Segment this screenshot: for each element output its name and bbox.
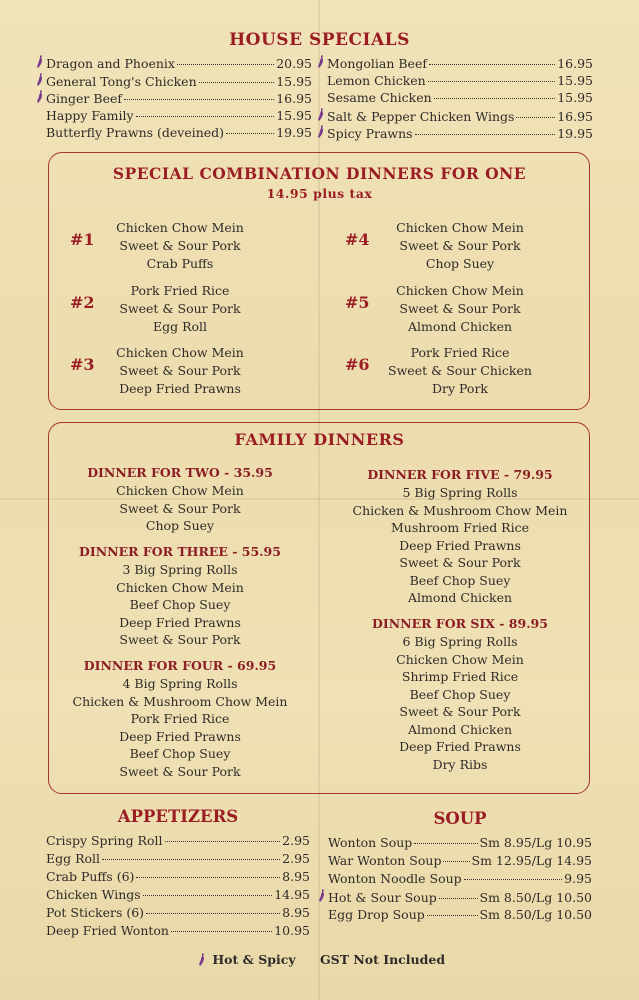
leader-dots xyxy=(414,843,477,844)
combination-dish: Chicken Chow Mein xyxy=(116,220,244,235)
combination-dish: Sweet & Sour Pork xyxy=(399,301,521,316)
family-dinner-dish: Sweet & Sour Pork xyxy=(119,632,241,647)
family-dinner-heading: DINNER FOR FOUR - 69.95 xyxy=(83,658,277,673)
item-name: Salt & Pepper Chicken Wings xyxy=(327,108,515,124)
item-price: 14.95 xyxy=(274,887,310,902)
soup-item xyxy=(318,907,592,924)
combination-items xyxy=(90,219,270,273)
family-dinner-dish: Chicken Chow Mein xyxy=(116,483,244,498)
leader-dots xyxy=(136,116,275,117)
item-name: Ginger Beef xyxy=(46,91,122,106)
chili-pepper-icon xyxy=(318,889,326,902)
item-price: 2.95 xyxy=(282,851,310,866)
item-price: 19.95 xyxy=(557,126,593,141)
item-name: Egg Roll xyxy=(46,851,101,866)
appetizer-item xyxy=(46,887,310,904)
item-price: 15.95 xyxy=(276,73,312,89)
item-name: Hot & Sour Soup xyxy=(328,890,437,905)
family-dinner-items xyxy=(30,561,330,649)
appetizer-item xyxy=(46,851,310,868)
family-dinner-dish: Beef Chop Suey xyxy=(409,686,511,702)
item-name: Egg Drop Soup xyxy=(328,907,425,922)
combination-dish: Dry Pork xyxy=(431,381,488,396)
combination-dish: Sweet & Sour Pork xyxy=(119,238,241,253)
item-name: Pot Stickers (6) xyxy=(46,905,145,920)
family-dinner-dish: Chicken Chow Mein xyxy=(396,651,524,667)
item-name: Happy Family xyxy=(46,107,134,123)
combination-items xyxy=(90,344,270,398)
family-dinner-dish: Deep Fried Prawns xyxy=(399,537,521,553)
leader-dots xyxy=(427,915,478,916)
combination-dish: Pork Fried Rice xyxy=(410,345,510,360)
combination-items xyxy=(370,282,550,336)
appetizer-item xyxy=(46,869,310,886)
combination-dish: Chicken Chow Mein xyxy=(396,283,524,298)
item-name: Crab Puffs (6) xyxy=(46,869,135,884)
item-name: Wonton Noodle Soup xyxy=(328,871,462,886)
leader-dots xyxy=(516,117,555,118)
family-dinner-dish: Beef Chop Suey xyxy=(129,746,231,761)
house-special-item xyxy=(36,55,312,72)
soup-item xyxy=(318,835,592,852)
leader-dots xyxy=(136,877,280,878)
item-name: Lemon Chicken xyxy=(327,72,426,88)
leader-dots xyxy=(199,82,275,83)
family-dinner-dish: Chicken & Mushroom Chow Mein xyxy=(72,693,288,709)
item-name: General Tong's Chicken xyxy=(46,73,197,89)
house-special-item xyxy=(36,108,312,125)
appetizer-item xyxy=(46,905,310,922)
combination-items xyxy=(370,344,550,398)
family-dinner-dish: Deep Fried Prawns xyxy=(399,739,521,754)
combination-dish: Almond Chicken xyxy=(407,319,513,334)
combination-number: #6 xyxy=(345,355,370,374)
combination-dish: Chicken Chow Mein xyxy=(396,220,524,235)
spicy-legend xyxy=(198,952,296,967)
family-dinner-dish: Sweet & Sour Pork xyxy=(399,555,521,570)
family-dinner-dish: Pork Fried Rice xyxy=(130,711,230,726)
item-price: 9.95 xyxy=(564,871,592,886)
family-dinner-heading: DINNER FOR TWO - 35.95 xyxy=(87,465,273,480)
leader-dots xyxy=(415,134,556,135)
combination-dish: Sweet & Sour Pork xyxy=(119,363,241,378)
chili-pepper-icon xyxy=(317,55,325,68)
family-dinner-items xyxy=(310,633,610,773)
leader-dots xyxy=(443,861,469,862)
family-dinner-dish: Almond Chicken xyxy=(407,721,513,737)
combination-items xyxy=(370,219,550,273)
item-name: Deep Fried Wonton xyxy=(46,923,169,938)
soup-item xyxy=(318,853,592,870)
family-dinner-dish: Deep Fried Prawns xyxy=(119,614,241,630)
family-dinner-dish: Sweet & Sour Pork xyxy=(119,500,241,516)
combination-items xyxy=(90,282,270,336)
leader-dots xyxy=(428,81,555,82)
spicy-legend-label: Hot & Spicy xyxy=(212,952,296,967)
item-price: Sm 8.95/Lg 10.95 xyxy=(479,835,592,850)
family-dinner-dish: Chicken & Mushroom Chow Mein xyxy=(352,502,568,518)
gst-note: GST Not Included xyxy=(320,952,446,967)
leader-dots xyxy=(146,913,280,914)
house-specials-title: HOUSE SPECIALS xyxy=(229,30,410,50)
combination-dish: Chicken Chow Mein xyxy=(116,345,244,360)
combination-dish: Pork Fried Rice xyxy=(130,283,230,298)
family-dinners-title: FAMILY DINNERS xyxy=(234,430,405,449)
item-price: 19.95 xyxy=(276,125,312,140)
item-price: Sm 8.50/Lg 10.50 xyxy=(479,907,592,922)
item-name: Spicy Prawns xyxy=(327,126,413,141)
chili-pepper-icon xyxy=(198,953,206,966)
item-price: 16.95 xyxy=(557,56,593,71)
item-name: Chicken Wings xyxy=(46,887,141,902)
item-price: Sm 8.50/Lg 10.50 xyxy=(479,890,592,905)
family-dinner-dish: Sweet & Sour Pork xyxy=(119,763,241,779)
house-special-item xyxy=(36,73,312,90)
family-dinner-heading: DINNER FOR FIVE - 79.95 xyxy=(367,467,553,482)
item-price: 15.95 xyxy=(557,90,593,105)
leader-dots xyxy=(165,841,281,842)
item-price: 15.95 xyxy=(276,107,312,123)
combination-number: #3 xyxy=(70,355,95,374)
combination-dish: Deep Fried Prawns xyxy=(119,381,241,396)
leader-dots xyxy=(434,98,556,99)
leader-dots xyxy=(143,895,273,896)
combination-subtitle: 14.95 plus tax xyxy=(266,186,373,201)
house-special-item xyxy=(317,73,593,90)
leader-dots xyxy=(464,879,563,880)
item-price: 20.95 xyxy=(276,56,312,71)
family-dinner-items xyxy=(30,482,330,535)
item-price: 8.95 xyxy=(282,905,310,920)
item-price: 10.95 xyxy=(274,923,310,938)
leader-dots xyxy=(102,859,280,860)
item-name: Butterfly Prawns (deveined) xyxy=(46,125,225,140)
family-dinner-dish: Chop Suey xyxy=(145,518,215,533)
item-price: 8.95 xyxy=(282,869,310,884)
house-special-item xyxy=(36,90,312,107)
leader-dots xyxy=(124,99,274,100)
house-special-item xyxy=(317,90,593,107)
family-dinner-dish: 3 Big Spring Rolls xyxy=(122,562,238,577)
combination-number: #2 xyxy=(70,293,95,312)
item-price: 15.95 xyxy=(557,72,593,88)
item-price: 2.95 xyxy=(282,833,310,848)
item-name: Dragon and Phoenix xyxy=(46,56,175,71)
family-dinner-dish: Chicken Chow Mein xyxy=(116,579,244,595)
chili-pepper-icon xyxy=(317,108,325,121)
house-special-item xyxy=(36,125,312,142)
leader-dots xyxy=(429,64,555,65)
soup-item xyxy=(318,871,592,888)
family-dinner-dish: Dry Ribs xyxy=(432,756,488,772)
family-dinner-dish: 6 Big Spring Rolls xyxy=(402,634,518,649)
family-dinner-dish: Beef Chop Suey xyxy=(129,597,231,612)
house-special-item xyxy=(317,108,593,125)
combination-number: #1 xyxy=(70,230,95,249)
item-name: Sesame Chicken xyxy=(327,90,432,105)
item-price: 16.95 xyxy=(557,108,593,124)
family-dinner-items xyxy=(30,675,330,780)
soup-title: SOUP xyxy=(433,809,487,828)
family-dinner-dish: 4 Big Spring Rolls xyxy=(122,676,238,691)
family-dinner-dish: Beef Chop Suey xyxy=(409,572,511,588)
family-dinner-dish: 5 Big Spring Rolls xyxy=(402,485,518,500)
leader-dots xyxy=(177,64,274,65)
family-dinner-heading: DINNER FOR SIX - 89.95 xyxy=(372,616,548,631)
leader-dots xyxy=(171,931,272,932)
chili-pepper-icon xyxy=(36,90,44,103)
combination-dish: Sweet & Sour Chicken xyxy=(388,363,532,378)
family-dinner-dish: Mushroom Fried Rice xyxy=(391,520,529,535)
appetizers-title: APPETIZERS xyxy=(117,807,239,826)
combination-dish: Crab Puffs xyxy=(146,256,214,271)
combination-number: #5 xyxy=(345,293,370,312)
combination-dish: Sweet & Sour Pork xyxy=(119,301,241,316)
family-dinner-items xyxy=(310,484,610,607)
soup-item xyxy=(318,889,592,906)
item-price: Sm 12.95/Lg 14.95 xyxy=(471,853,592,868)
leader-dots xyxy=(439,898,478,899)
item-name: Wonton Soup xyxy=(328,835,413,850)
leader-dots xyxy=(226,133,274,134)
item-name: War Wonton Soup xyxy=(328,853,442,868)
combination-dish: Egg Roll xyxy=(152,319,208,334)
combination-dish: Sweet & Sour Pork xyxy=(399,238,521,253)
chili-pepper-icon xyxy=(36,55,44,68)
family-dinner-dish: Almond Chicken xyxy=(407,590,513,605)
chili-pepper-icon xyxy=(317,125,325,138)
combination-dish: Chop Suey xyxy=(425,256,495,271)
appetizer-item xyxy=(46,833,310,850)
family-dinner-dish: Sweet & Sour Pork xyxy=(399,704,521,719)
house-special-item xyxy=(317,125,593,142)
family-dinner-dish: Deep Fried Prawns xyxy=(119,728,241,744)
appetizer-item xyxy=(46,923,310,940)
combination-number: #4 xyxy=(345,230,370,249)
chili-pepper-icon xyxy=(36,73,44,86)
item-price: 16.95 xyxy=(276,91,312,106)
house-special-item xyxy=(317,55,593,72)
family-dinner-dish: Shrimp Fried Rice xyxy=(401,669,519,684)
combination-title: SPECIAL COMBINATION DINNERS FOR ONE xyxy=(112,164,527,183)
family-dinner-heading: DINNER FOR THREE - 55.95 xyxy=(79,544,281,559)
item-name: Crispy Spring Roll xyxy=(46,833,163,848)
item-name: Mongolian Beef xyxy=(327,56,427,71)
